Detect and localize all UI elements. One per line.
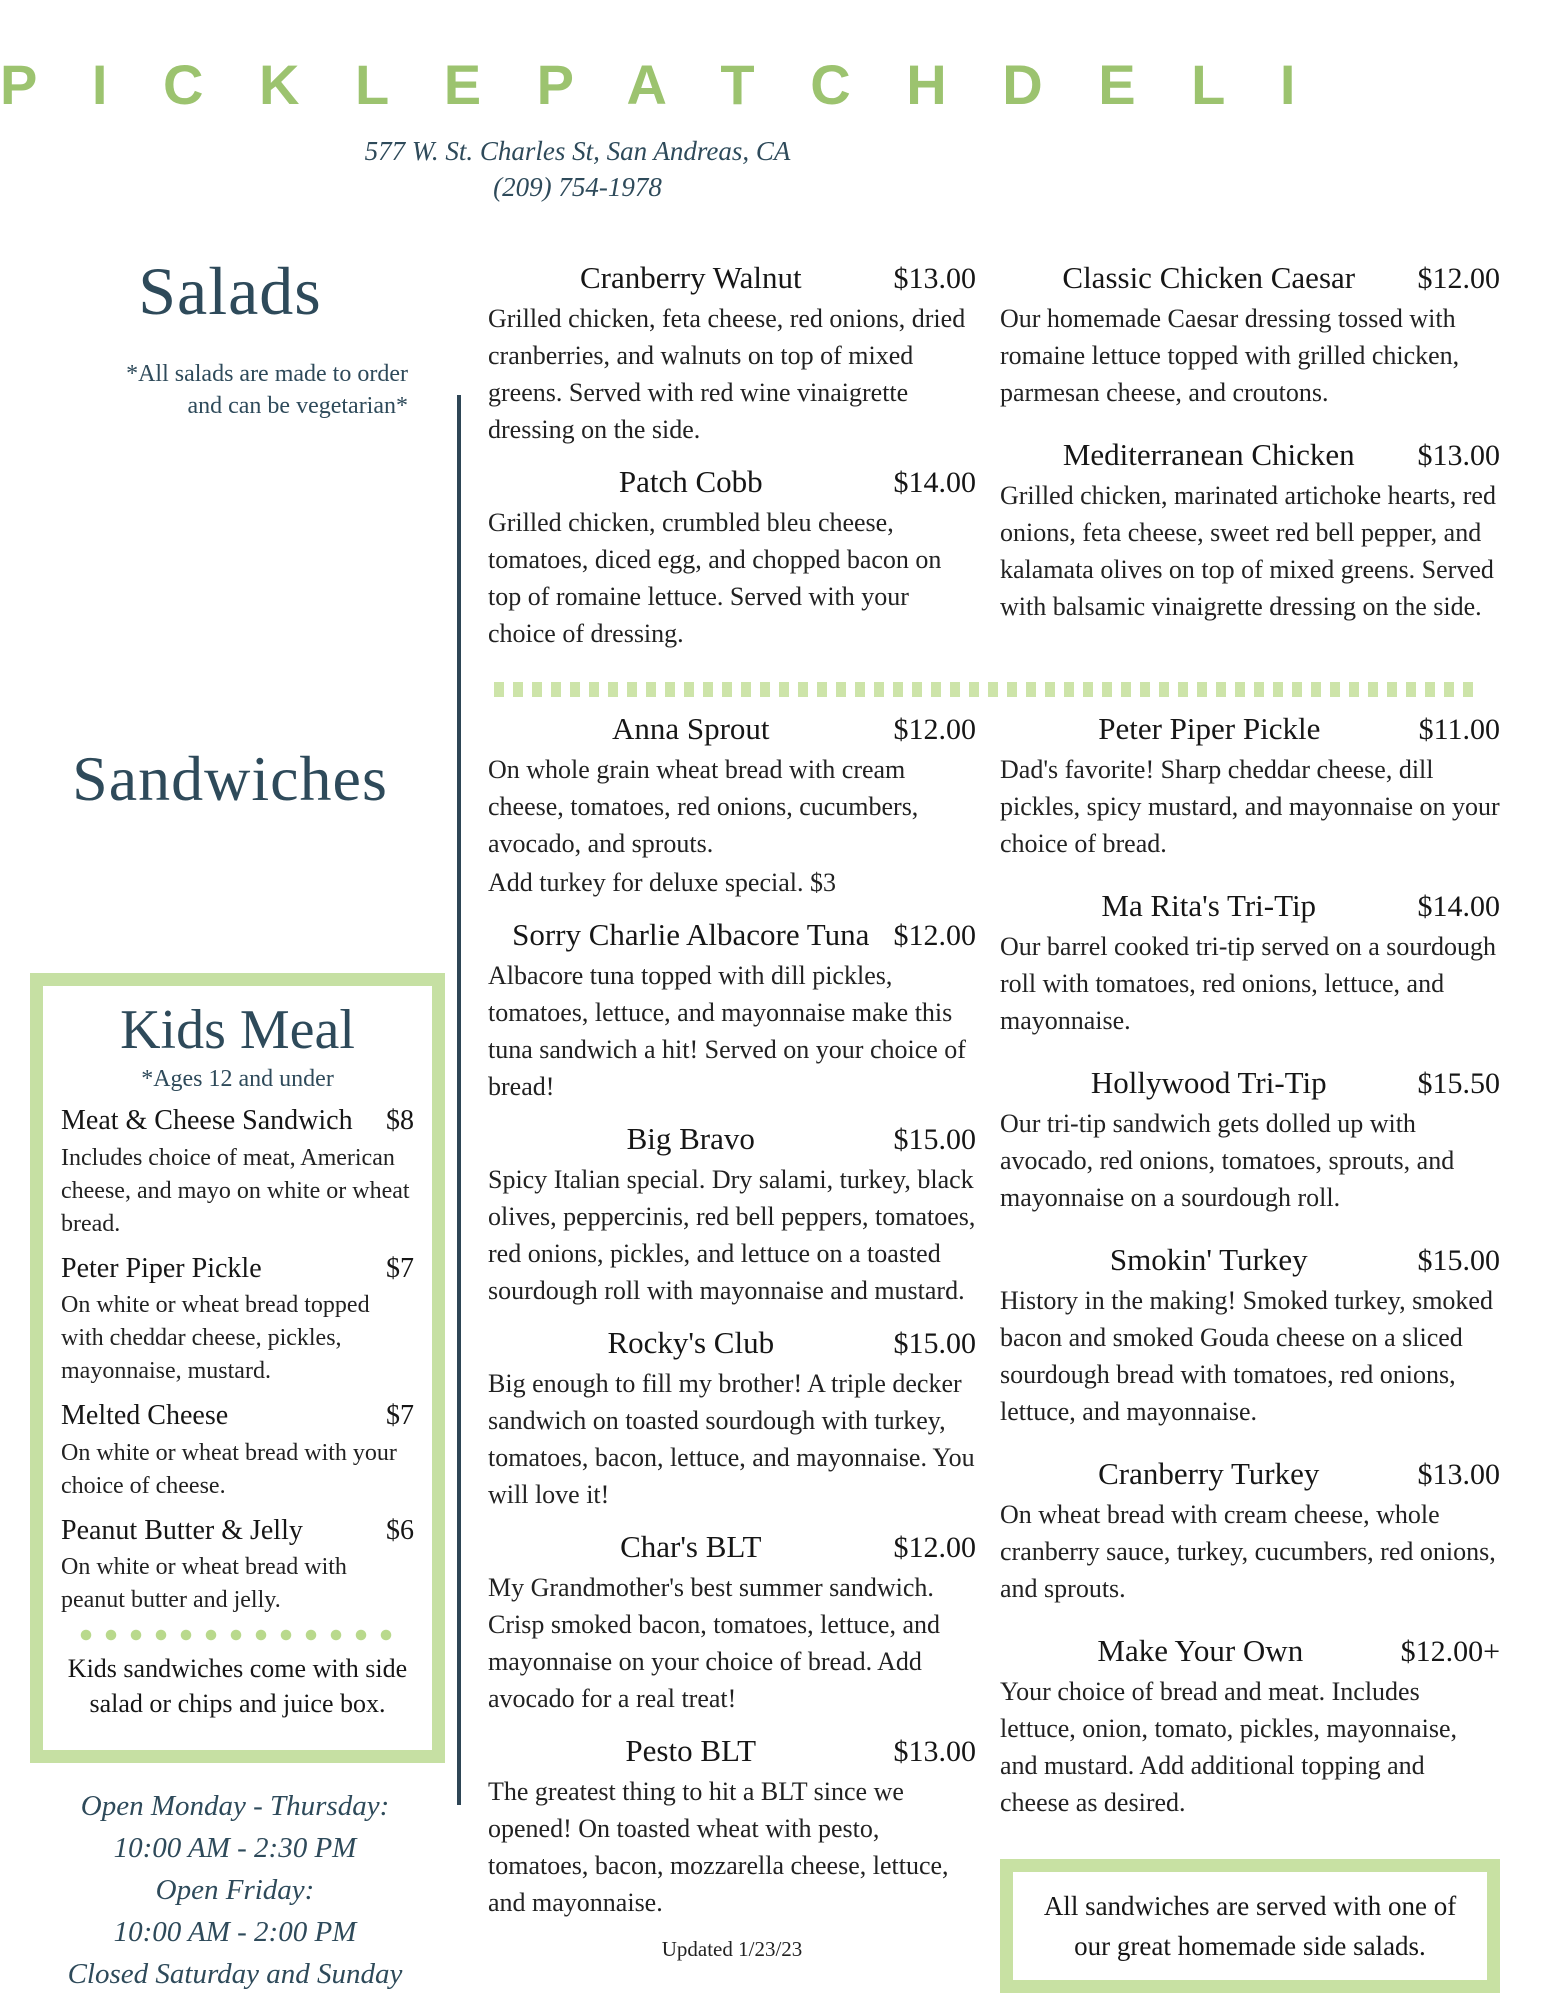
sandwiches-footnote-box xyxy=(1000,1859,1500,1993)
item-name: Ma Rita's Tri-Tip xyxy=(1101,888,1317,923)
item-name: Hollywood Tri-Tip xyxy=(1090,1065,1327,1100)
item-description: Spicy Italian special. Dry salami, turkey, black olives, peppercinis, red bell peppers, tomatoes, red onions, pickles, and lettuce on a toasted sourdough roll with mayonnaise and mustard. xyxy=(488,1165,976,1305)
salads-section xyxy=(488,258,1500,666)
menu-item-header xyxy=(488,1119,976,1159)
menu-item-header xyxy=(488,915,976,955)
menu-item xyxy=(488,462,976,652)
opening-hours xyxy=(0,1785,470,1995)
item-price: $15.00 xyxy=(893,1327,976,1360)
item-name: Anna Sprout xyxy=(611,711,770,746)
sandwiches-heading: Sandwiches xyxy=(72,743,388,814)
item-price: $6 xyxy=(386,1514,414,1546)
hours-line: Closed Saturday and Sunday xyxy=(67,1958,403,1990)
menu-item-header xyxy=(1000,1454,1500,1494)
menu-item-header xyxy=(61,1398,414,1434)
item-name: Peter Piper Pickle xyxy=(1098,711,1321,746)
menu-item xyxy=(488,1323,976,1513)
menu-item-header xyxy=(1000,1240,1500,1280)
item-name: Peanut Butter & Jelly xyxy=(61,1514,303,1546)
item-description: Albacore tuna topped with dill pickles, tomatoes, lettuce, and mayonnaise make this tuna sandwich a hit! Served on your choice of bread! xyxy=(488,961,966,1101)
item-description: On wheat bread with cream cheese, whole cranberry sauce, turkey, cucumbers, red onions, and sprouts. xyxy=(1000,1500,1496,1603)
menu-item xyxy=(61,1513,414,1617)
address: 577 W. St. Charles St, San Andreas, CA xyxy=(364,136,791,166)
menu-item xyxy=(1000,709,1500,862)
vertical-divider xyxy=(457,395,461,1805)
item-price: $14.00 xyxy=(1417,890,1500,923)
item-name: Pesto BLT xyxy=(625,1733,757,1768)
menu-item xyxy=(488,1731,976,1921)
item-description-extra: Add turkey for deluxe special. $3 xyxy=(488,868,837,897)
item-description: My Grandmother's best summer sandwich. Crisp smoked bacon, tomatoes, lettuce, and mayonnaise on your choice of bread. Add avocado for a real treat! xyxy=(488,1573,941,1713)
item-description: Our tri-tip sandwich gets dolled up with avocado, red onions, tomatoes, sprouts, and mayonnaise on a sourdough roll. xyxy=(1000,1109,1455,1212)
menu-item xyxy=(1000,435,1500,625)
salads-note-line2: and can be vegetarian* xyxy=(187,393,408,420)
item-description: History in the making! Smoked turkey, smoked bacon and smoked Gouda cheese on a sliced sourdough bread with tomatoes, red onions, lettuce, and mayonnaise. xyxy=(1000,1286,1493,1426)
menu-item-header xyxy=(61,1513,414,1549)
menu-item-header xyxy=(1000,258,1500,298)
menu-item-header xyxy=(488,258,976,298)
salads-column-2 xyxy=(1000,258,1500,666)
item-name: Melted Cheese xyxy=(61,1400,229,1432)
item-name: Smokin' Turkey xyxy=(1109,1242,1308,1277)
kids-meal-box xyxy=(30,973,445,1763)
sandwiches-section xyxy=(488,709,1500,1993)
menu-item xyxy=(1000,1063,1500,1216)
dashed-divider xyxy=(494,682,1479,697)
menu-item xyxy=(1000,1240,1500,1430)
item-description: Our barrel cooked tri-tip served on a sourdough roll with tomatoes, red onions, lettuce, and mayonnaise. xyxy=(1000,932,1497,1035)
sandwiches-column-1 xyxy=(488,709,976,1993)
item-description: Big enough to fill my brother! A triple decker sandwich on toasted sourdough with turkey, tomatoes, bacon, lettuce, and mayonnaise. You will love it! xyxy=(488,1369,975,1509)
menu-item xyxy=(61,1398,414,1502)
menu-item xyxy=(488,915,976,1105)
phone-number: (209) 754-1978 xyxy=(493,172,662,203)
item-price: $7 xyxy=(386,1400,414,1432)
item-name: Make Your Own xyxy=(1097,1633,1304,1668)
menu-item-header xyxy=(488,462,976,502)
main-content xyxy=(488,258,1500,1993)
item-price: $14.00 xyxy=(893,466,976,499)
kids-meal-footer: Kids sandwiches come with side salad or chips and juice box. xyxy=(67,1653,408,1718)
menu-item xyxy=(61,1251,414,1388)
item-description: On white or wheat bread topped with cheddar cheese, pickles, mayonnaise, mustard. xyxy=(61,1292,370,1385)
item-name: Patch Cobb xyxy=(618,464,763,499)
hours-line: 10:00 AM - 2:30 PM xyxy=(113,1832,357,1864)
item-price: $13.00 xyxy=(893,262,976,295)
item-description: On whole grain wheat bread with cream cheese, tomatoes, red onions, cucumbers, avocado, and sprouts. xyxy=(488,755,919,858)
item-name: Meat & Cheese Sandwich xyxy=(61,1105,353,1137)
menu-item xyxy=(488,258,976,448)
item-name: Char's BLT xyxy=(620,1529,762,1564)
restaurant-name: P I C K L E P A T C H D E L I xyxy=(0,53,1309,116)
item-name: Sorry Charlie Albacore Tuna xyxy=(512,917,870,952)
item-name: Peter Piper Pickle xyxy=(61,1252,262,1284)
item-description: On white or wheat bread with your choice of cheese. xyxy=(61,1439,397,1499)
menu-item-header xyxy=(488,1527,976,1567)
hours-line: 10:00 AM - 2:00 PM xyxy=(113,1916,357,1948)
item-price: $12.00 xyxy=(893,919,976,952)
item-description: Grilled chicken, marinated artichoke hearts, red onions, feta cheese, sweet red bell pepper, and kalamata olives on top of mixed greens. Served with balsamic vinaigrette dressing on the side. xyxy=(1000,481,1496,621)
menu-item-header xyxy=(61,1251,414,1287)
item-price: $15.50 xyxy=(1417,1067,1500,1100)
salads-note xyxy=(0,358,408,423)
item-description: Your choice of bread and meat. Includes lettuce, onion, tomato, pickles, mayonnaise, and mustard. Add additional topping and cheese as desired. xyxy=(1000,1677,1458,1817)
item-description: Our homemade Caesar dressing tossed with romaine lettuce topped with grilled chicken, parmesan cheese, and croutons. xyxy=(1000,304,1460,407)
kids-meal-heading: Kids Meal xyxy=(120,999,355,1061)
updated-date: Updated 1/23/23 xyxy=(661,1937,803,1961)
item-price: $13.00 xyxy=(1417,1458,1500,1491)
item-price: $12.00 xyxy=(893,713,976,746)
menu-item xyxy=(1000,258,1500,411)
kids-meal-note: *Ages 12 and under xyxy=(141,1066,334,1093)
menu-item-header xyxy=(1000,709,1500,749)
item-description: Dad's favorite! Sharp cheddar cheese, dill pickles, spicy mustard, and mayonnaise on your choice of bread. xyxy=(1000,755,1500,858)
item-name: Cranberry Turkey xyxy=(1098,1456,1320,1491)
menu-item xyxy=(488,1527,976,1717)
menu-item xyxy=(488,709,976,901)
salads-note-line1: *All salads are made to order xyxy=(126,361,408,387)
salads-heading: Salads xyxy=(138,253,322,329)
menu-item-header xyxy=(488,709,976,749)
menu-item-header xyxy=(61,1103,414,1139)
menu-item xyxy=(61,1103,414,1240)
menu-item-header xyxy=(488,1731,976,1771)
menu-item xyxy=(488,1119,976,1309)
item-price: $12.00+ xyxy=(1400,1635,1500,1668)
item-description: Grilled chicken, crumbled bleu cheese, tomatoes, diced egg, and chopped bacon on top of romaine lettuce. Served with your choice of dressing. xyxy=(488,508,942,648)
sandwiches-column-2 xyxy=(1000,709,1500,1993)
sandwiches-footnote: All sandwiches are served with one of our great homemade side salads. xyxy=(1013,1872,1487,1980)
dotted-divider xyxy=(78,1627,398,1643)
item-price: $12.00 xyxy=(893,1531,976,1564)
item-description: Grilled chicken, feta cheese, red onions, dried cranberries, and walnuts on top of mixed greens. Served with red wine vinaigrette dressing on the side. xyxy=(488,304,966,444)
menu-item-header xyxy=(1000,886,1500,926)
menu-item-header xyxy=(488,1323,976,1363)
menu-item xyxy=(1000,1631,1500,1821)
item-description: The greatest thing to hit a BLT since we opened! On toasted wheat with pesto, tomatoes, bacon, mozzarella cheese, lettuce, and mayonnaise. xyxy=(488,1777,949,1917)
salads-column-1 xyxy=(488,258,976,666)
item-name: Big Bravo xyxy=(626,1121,755,1156)
left-column xyxy=(0,0,460,2000)
menu-item-header xyxy=(1000,1063,1500,1103)
menu-item xyxy=(1000,1454,1500,1607)
item-description: On white or wheat bread with peanut butter and jelly. xyxy=(61,1553,347,1613)
hours-line: Open Monday - Thursday: xyxy=(80,1790,390,1822)
item-price: $15.00 xyxy=(1417,1244,1500,1277)
item-description: Includes choice of meat, American cheese, and mayo on white or wheat bread. xyxy=(61,1144,410,1237)
item-price: $7 xyxy=(386,1252,414,1284)
item-name: Classic Chicken Caesar xyxy=(1062,260,1356,295)
item-price: $15.00 xyxy=(893,1123,976,1156)
item-price: $11.00 xyxy=(1418,713,1500,746)
menu-item-header xyxy=(1000,435,1500,475)
item-price: $8 xyxy=(386,1105,414,1137)
item-name: Mediterranean Chicken xyxy=(1062,437,1355,472)
menu-item xyxy=(1000,886,1500,1039)
menu-item-header xyxy=(1000,1631,1500,1671)
item-price: $13.00 xyxy=(893,1735,976,1768)
hours-line: Open Friday: xyxy=(155,1874,315,1906)
item-price: $12.00 xyxy=(1417,262,1500,295)
item-price: $13.00 xyxy=(1417,439,1500,472)
item-name: Rocky's Club xyxy=(607,1325,775,1360)
item-name: Cranberry Walnut xyxy=(579,260,802,295)
